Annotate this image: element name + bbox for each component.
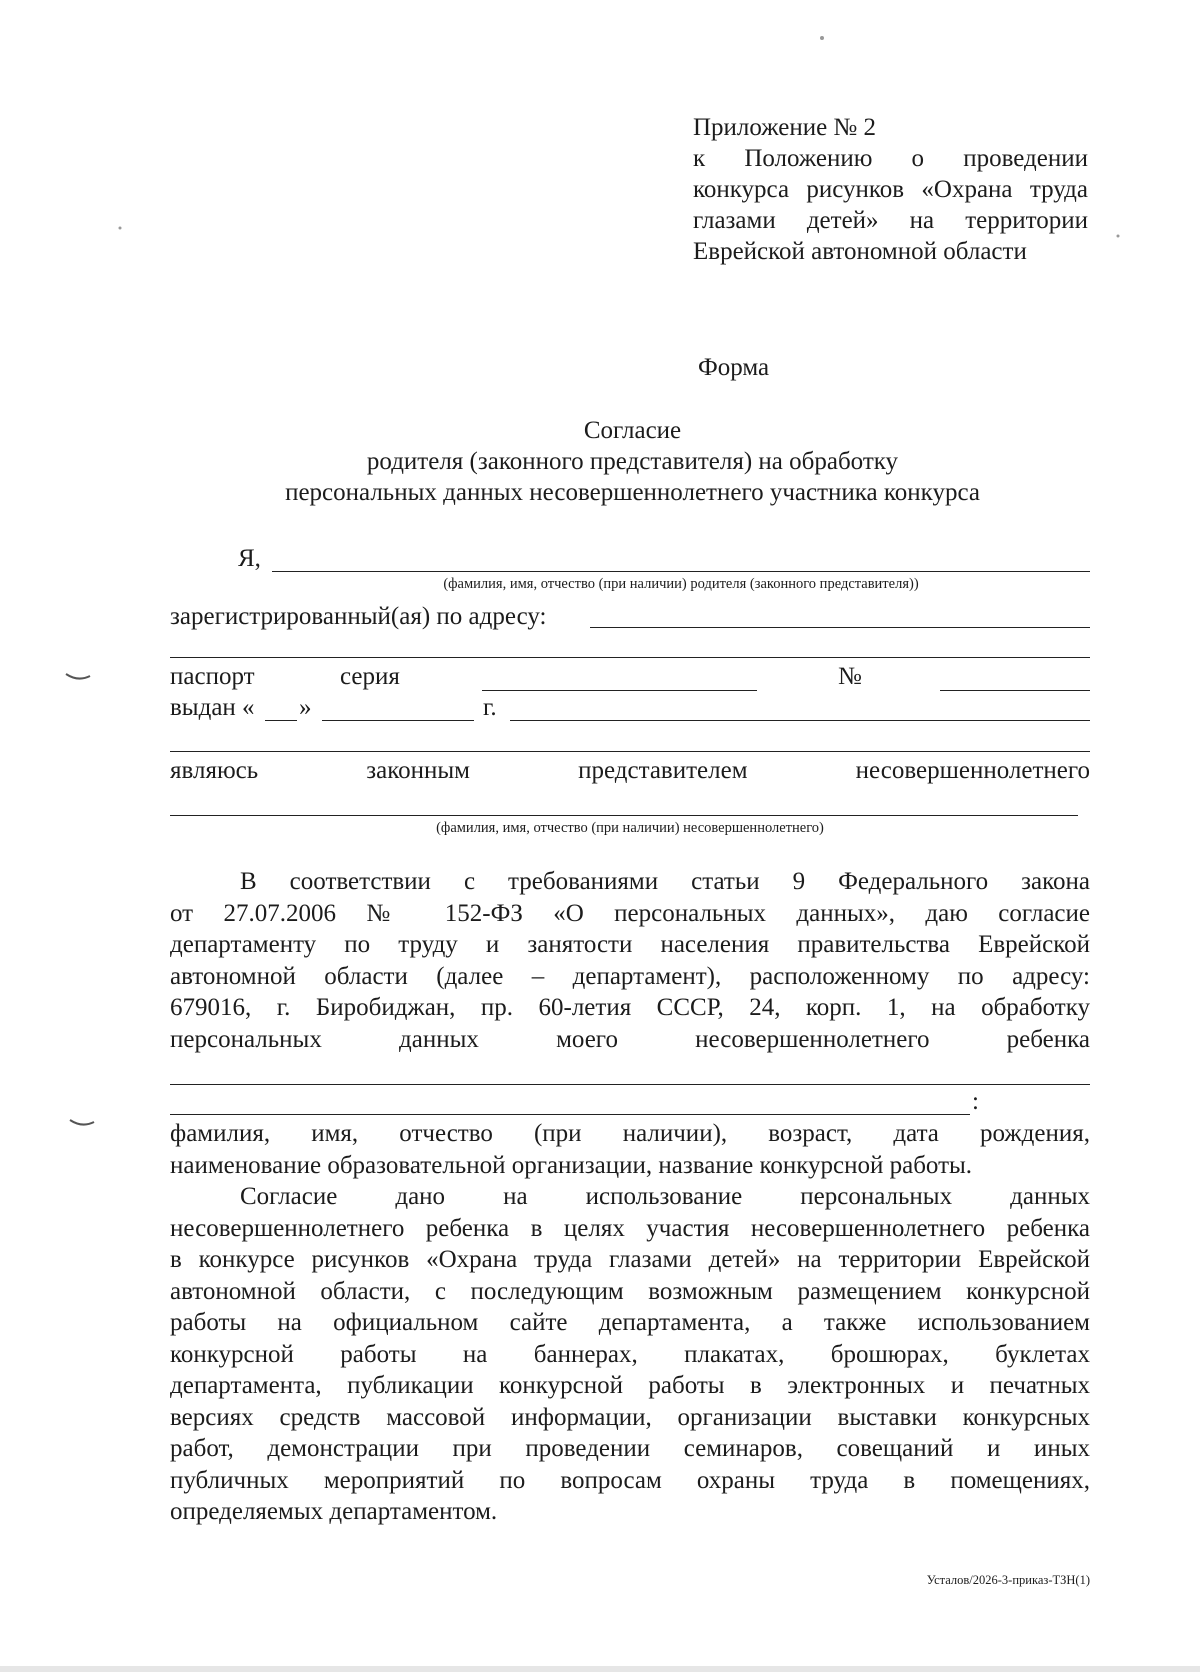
appendix-number: Приложение № 2 (693, 114, 877, 141)
p3-line-3: в конкурсе рисунков «Охрана труда глазами детей» на территории Еврейской (170, 1246, 1090, 1273)
form-label: Форма (698, 354, 770, 381)
footer-code: Усталов/2026-3-приказ-ТЗН(1) (926, 1573, 1090, 1587)
series-label: серия (340, 663, 400, 690)
p3-line-1: Согласие дано на использование персональных данных (240, 1183, 1090, 1210)
p3-line-2: несовершеннолетнего ребенка в целях участия несовершеннолетнего ребенка (170, 1214, 1090, 1242)
rep-word-1: являюсь (170, 757, 259, 784)
p3-line-10: публичных мероприятий по вопросам охраны труда в помещениях, (170, 1466, 1090, 1494)
p2-line-2: наименование образовательной организации, название конкурсной работы. (170, 1151, 973, 1179)
parent-name-note: (фамилия, имя, отчество (при наличии) родителя (законного представителя)) (443, 576, 919, 592)
number-label: № (838, 663, 862, 690)
p3-line-7: департамента, публикации конкурсной работы в электронных и печатных (170, 1372, 1090, 1399)
p2-line-1: фамилия, имя, отчество (при наличии), возраст, дата рождения, (170, 1120, 1090, 1147)
rep-word-3: представителем (578, 757, 748, 784)
year-label: г. (483, 694, 497, 721)
i-label: Я, (238, 545, 261, 572)
title-line-1: Согласие (583, 417, 682, 444)
title-line-2: родителя (законного представителя) на обработку (366, 448, 899, 475)
rep-word-2: законным (366, 757, 470, 784)
page-edge (0, 1666, 1200, 1672)
title-line-3: персональных данных несовершеннолетнего участника конкурса (285, 479, 980, 506)
registered-label: зарегистрированный(ая) по адресу: (170, 603, 547, 630)
issued-close-quote: » (299, 694, 312, 721)
p3-line-5: работы на официальном сайте департамента, а также использованием (170, 1309, 1090, 1336)
p1-line-3: департаменту по труду и занятости населения правительства Еврейской (170, 931, 1090, 958)
p1-line-1: В соответствии с требованиями статьи 9 Федерального закона (240, 868, 1090, 895)
issued-label: выдан « (170, 694, 255, 721)
minor-name-note: (фамилия, имя, отчество (при наличии) несовершеннолетнего) (436, 820, 824, 836)
p3-line-6: конкурсной работы на баннерах, плакатах, брошюрах, буклетах (170, 1340, 1090, 1368)
p1-line-2: от 27.07.2006 № 152-ФЗ «О персональных данных», даю согласие (170, 899, 1090, 927)
p1-line-4: автономной области (далее – департамент), расположенному по адресу: (170, 962, 1090, 990)
p3-line-4: автономной области, с последующим возможным размещением конкурсной (170, 1277, 1090, 1305)
p3-line-9: работ, демонстрации при проведении семинаров, совещаний и иных (170, 1435, 1090, 1462)
appendix-text: к Положению о проведении конкурса рисунков «Охрана труда глазами детей» на территории Еврейской автономной области (693, 145, 1088, 265)
rep-word-4: несовершеннолетнего (855, 757, 1090, 784)
p1-line-6: персональных данных моего несовершеннолетнего ребенка (170, 1025, 1090, 1053)
p1-line-5: 679016, г. Биробиджан, пр. 60-летия СССР, 24, корп. 1, на обработку (170, 994, 1090, 1021)
colon: : (972, 1088, 979, 1115)
p3-line-11: определяемых департаментом. (170, 1498, 498, 1525)
p3-line-8: версиях средств массовой информации, организации выставки конкурсных (170, 1403, 1090, 1431)
passport-label: паспорт (170, 663, 255, 690)
